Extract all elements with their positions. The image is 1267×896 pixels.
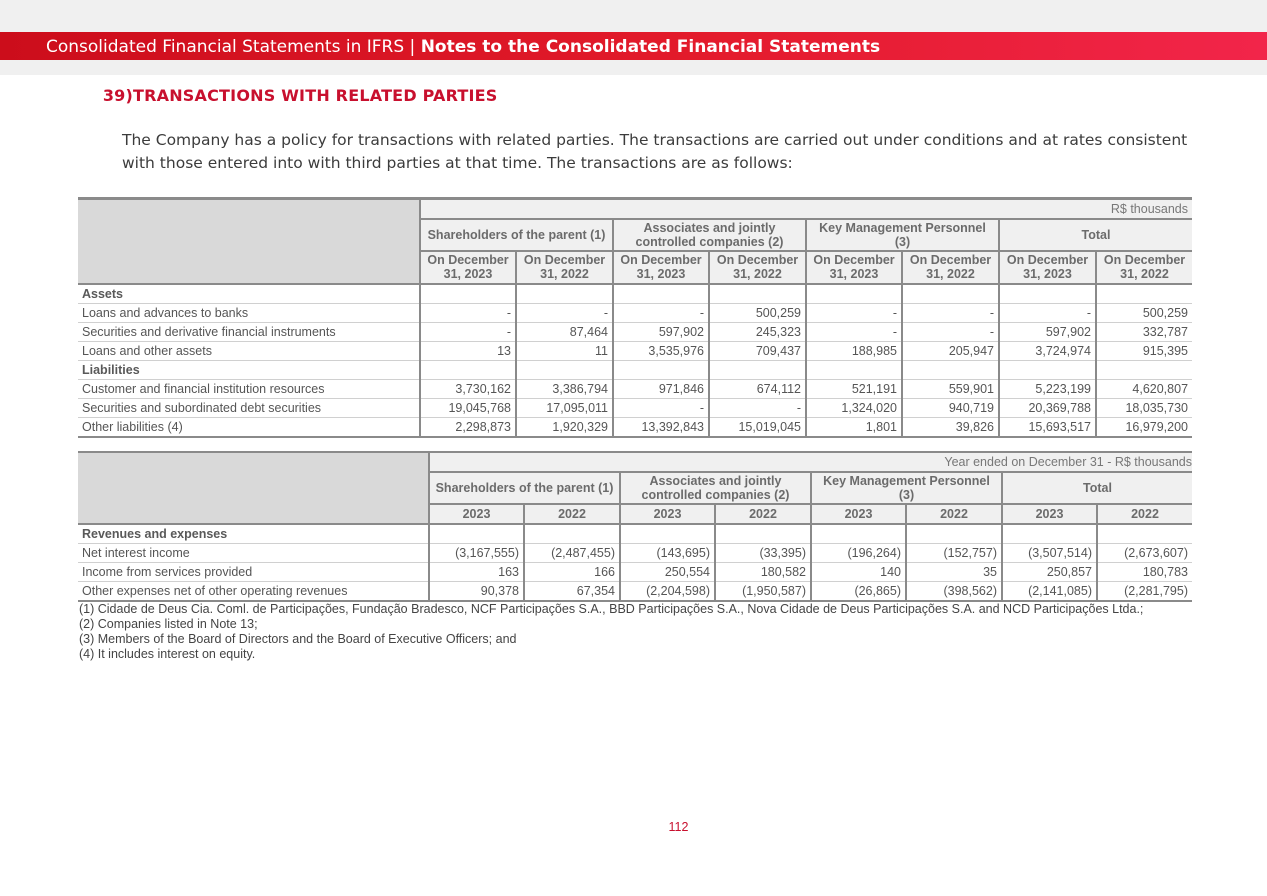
- table-cell: 188,985: [806, 341, 902, 360]
- column-header: 2022: [1097, 504, 1192, 524]
- table-cell: 3,724,974: [999, 341, 1096, 360]
- group-header: Total: [999, 219, 1192, 251]
- table-cell: 2,298,873: [420, 417, 516, 437]
- table-row: [78, 398, 1192, 417]
- table-cell: (3,507,514): [1002, 544, 1097, 563]
- table-cell: (2,204,598): [620, 582, 715, 602]
- column-header: On December 31, 2022: [709, 251, 806, 284]
- column-header: On December 31, 2023: [420, 251, 516, 284]
- table-cell: [902, 360, 999, 379]
- table-cell: 521,191: [806, 379, 902, 398]
- table-cell: 90,378: [429, 582, 524, 602]
- table-row: [78, 417, 1192, 437]
- table-cell: 87,464: [516, 322, 613, 341]
- table-row: [78, 582, 1192, 602]
- banner-underlay: [0, 60, 1267, 75]
- table-cell: 163: [429, 563, 524, 582]
- table-cell: 205,947: [902, 341, 999, 360]
- table-cell: 332,787: [1096, 322, 1192, 341]
- table-cell: [715, 524, 811, 544]
- column-header: On December 31, 2023: [613, 251, 709, 284]
- table-cell: 597,902: [999, 322, 1096, 341]
- unit-label: Year ended on December 31 - R$ thousands: [429, 452, 1192, 472]
- section-row: [78, 360, 1192, 379]
- table-cell: 915,395: [1096, 341, 1192, 360]
- table-cell: -: [516, 303, 613, 322]
- table-cell: 250,554: [620, 563, 715, 582]
- header-banner: [0, 32, 1267, 60]
- header-prefix: Consolidated Financial Statements in IFRS |: [46, 37, 421, 57]
- table-row: [78, 322, 1192, 341]
- section-row: [78, 524, 1192, 544]
- group-header: Shareholders of the parent (1): [429, 472, 620, 504]
- revenues-table: [78, 451, 1192, 602]
- table-cell: (398,562): [906, 582, 1002, 602]
- table-cell: (2,281,795): [1097, 582, 1192, 602]
- column-header: 2022: [906, 504, 1002, 524]
- table-cell: [902, 284, 999, 304]
- top-margin: [0, 0, 1267, 32]
- group-header: Total: [1002, 472, 1192, 504]
- table-cell: (143,695): [620, 544, 715, 563]
- footnote: (4) It includes interest on equity.: [79, 647, 256, 661]
- table-row: [78, 563, 1192, 582]
- footnotes: [79, 602, 1143, 662]
- group-header: Key Management Personnel (3): [806, 219, 999, 251]
- row-label: Loans and advances to banks: [78, 303, 420, 322]
- table-row: [78, 303, 1192, 322]
- table-cell: 15,019,045: [709, 417, 806, 437]
- table-cell: 180,582: [715, 563, 811, 582]
- table-cell: [1096, 360, 1192, 379]
- column-header: 2023: [1002, 504, 1097, 524]
- table-cell: -: [709, 398, 806, 417]
- table-cell: 18,035,730: [1096, 398, 1192, 417]
- table-cell: 3,535,976: [613, 341, 709, 360]
- section-title: [84, 86, 498, 105]
- table-cell: [1002, 524, 1097, 544]
- footnote: (3) Members of the Board of Directors and the Board of Executive Officers; and: [79, 632, 517, 646]
- table-cell: -: [806, 303, 902, 322]
- row-label: Other expenses net of other operating revenues: [78, 582, 429, 602]
- column-header: On December 31, 2022: [1096, 251, 1192, 284]
- table-cell: -: [806, 322, 902, 341]
- table-row: [78, 341, 1192, 360]
- table-cell: [999, 284, 1096, 304]
- table-cell: [906, 524, 1002, 544]
- table-cell: 166: [524, 563, 620, 582]
- group-header: Key Management Personnel (3): [811, 472, 1002, 504]
- group-header: Associates and jointly controlled companies (2): [613, 219, 806, 251]
- row-label: Securities and derivative financial instruments: [78, 322, 420, 341]
- table-cell: 500,259: [1096, 303, 1192, 322]
- table-cell: [999, 360, 1096, 379]
- table-cell: (2,673,607): [1097, 544, 1192, 563]
- table-cell: [1097, 524, 1192, 544]
- header-section: Notes to the Consolidated Financial Statements: [420, 37, 881, 57]
- table-row: [78, 379, 1192, 398]
- table-cell: [1096, 284, 1192, 304]
- table-cell: 35: [906, 563, 1002, 582]
- row-label: Securities and subordinated debt securities: [78, 398, 420, 417]
- table-cell: [806, 360, 902, 379]
- row-label: Income from services provided: [78, 563, 429, 582]
- table-cell: 597,902: [613, 322, 709, 341]
- table-cell: 250,857: [1002, 563, 1097, 582]
- table-cell: 1,324,020: [806, 398, 902, 417]
- row-label: Revenues and expenses: [78, 524, 429, 544]
- table-cell: 500,259: [709, 303, 806, 322]
- table-cell: [709, 360, 806, 379]
- section-heading: TRANSACTIONS WITH RELATED PARTIES: [133, 86, 498, 105]
- table-cell: 13: [420, 341, 516, 360]
- table-cell: [613, 284, 709, 304]
- column-header: On December 31, 2022: [516, 251, 613, 284]
- table-cell: -: [902, 322, 999, 341]
- table-cell: 5,223,199: [999, 379, 1096, 398]
- row-label: Net interest income: [78, 544, 429, 563]
- table-corner: [78, 452, 429, 524]
- table-corner: [78, 199, 420, 284]
- table-cell: [811, 524, 906, 544]
- table-cell: -: [999, 303, 1096, 322]
- table-cell: [613, 360, 709, 379]
- table-cell: [516, 284, 613, 304]
- column-header: 2023: [429, 504, 524, 524]
- row-label: Loans and other assets: [78, 341, 420, 360]
- column-header: On December 31, 2022: [902, 251, 999, 284]
- table-cell: 3,730,162: [420, 379, 516, 398]
- table-cell: (152,757): [906, 544, 1002, 563]
- table-cell: [420, 284, 516, 304]
- table-cell: 674,112: [709, 379, 806, 398]
- footnote: (2) Companies listed in Note 13;: [79, 617, 258, 631]
- table-cell: (1,950,587): [715, 582, 811, 602]
- table-cell: 16,979,200: [1096, 417, 1192, 437]
- row-label: Liabilities: [78, 360, 420, 379]
- section-number: 39): [102, 86, 133, 105]
- table-cell: 19,045,768: [420, 398, 516, 417]
- table-cell: [806, 284, 902, 304]
- table-cell: [420, 360, 516, 379]
- table-cell: [524, 524, 620, 544]
- table-cell: 1,920,329: [516, 417, 613, 437]
- balances-table: [78, 197, 1192, 438]
- table-cell: 245,323: [709, 322, 806, 341]
- section-row: [78, 284, 1192, 304]
- unit-label: R$ thousands: [420, 199, 1192, 219]
- table-cell: [620, 524, 715, 544]
- table-row: [78, 544, 1192, 563]
- table-cell: 3,386,794: [516, 379, 613, 398]
- group-header: Associates and jointly controlled companies (2): [620, 472, 811, 504]
- row-label: Other liabilities (4): [78, 417, 420, 437]
- column-header: 2022: [715, 504, 811, 524]
- column-header: 2023: [811, 504, 906, 524]
- table-cell: 4,620,807: [1096, 379, 1192, 398]
- table-cell: [516, 360, 613, 379]
- table-cell: 971,846: [613, 379, 709, 398]
- column-header: On December 31, 2023: [806, 251, 902, 284]
- table-cell: 13,392,843: [613, 417, 709, 437]
- table-cell: 17,095,011: [516, 398, 613, 417]
- row-label: Assets: [78, 284, 420, 304]
- table-cell: (2,141,085): [1002, 582, 1097, 602]
- table-cell: -: [902, 303, 999, 322]
- table-cell: -: [420, 303, 516, 322]
- table-cell: -: [613, 398, 709, 417]
- table-cell: (196,264): [811, 544, 906, 563]
- footnote: (1) Cidade de Deus Cia. Coml. de Participações, Fundação Bradesco, NCF Participações S.A., BBD Participações S.A., Nova Cidade de Deus Participações S.A. and NCD Participações Ltda.;: [79, 602, 1144, 616]
- column-header: On December 31, 2023: [999, 251, 1096, 284]
- group-header: Shareholders of the parent (1): [420, 219, 613, 251]
- table-cell: [429, 524, 524, 544]
- table-cell: 180,783: [1097, 563, 1192, 582]
- table-cell: 11: [516, 341, 613, 360]
- table-cell: (33,395): [715, 544, 811, 563]
- column-header: 2022: [524, 504, 620, 524]
- table-cell: 15,693,517: [999, 417, 1096, 437]
- table-cell: 940,719: [902, 398, 999, 417]
- table-cell: [709, 284, 806, 304]
- table-cell: (26,865): [811, 582, 906, 602]
- table-cell: 20,369,788: [999, 398, 1096, 417]
- table-cell: 67,354: [524, 582, 620, 602]
- header-title: [46, 37, 880, 57]
- intro-paragraph: The Company has a policy for transactions with related parties. The transactions are carried out under conditions and at rates consistent with those entered into with third parties at that time. The transactions are as follows:: [122, 131, 1188, 172]
- column-header: 2023: [620, 504, 715, 524]
- table-cell: 1,801: [806, 417, 902, 437]
- table-cell: -: [420, 322, 516, 341]
- table-cell: 39,826: [902, 417, 999, 437]
- table-cell: -: [613, 303, 709, 322]
- table-cell: 559,901: [902, 379, 999, 398]
- table-cell: (2,487,455): [524, 544, 620, 563]
- table-cell: 140: [811, 563, 906, 582]
- page-number: 112: [668, 820, 689, 834]
- table-cell: 709,437: [709, 341, 806, 360]
- row-label: Customer and financial institution resources: [78, 379, 420, 398]
- table-cell: (3,167,555): [429, 544, 524, 563]
